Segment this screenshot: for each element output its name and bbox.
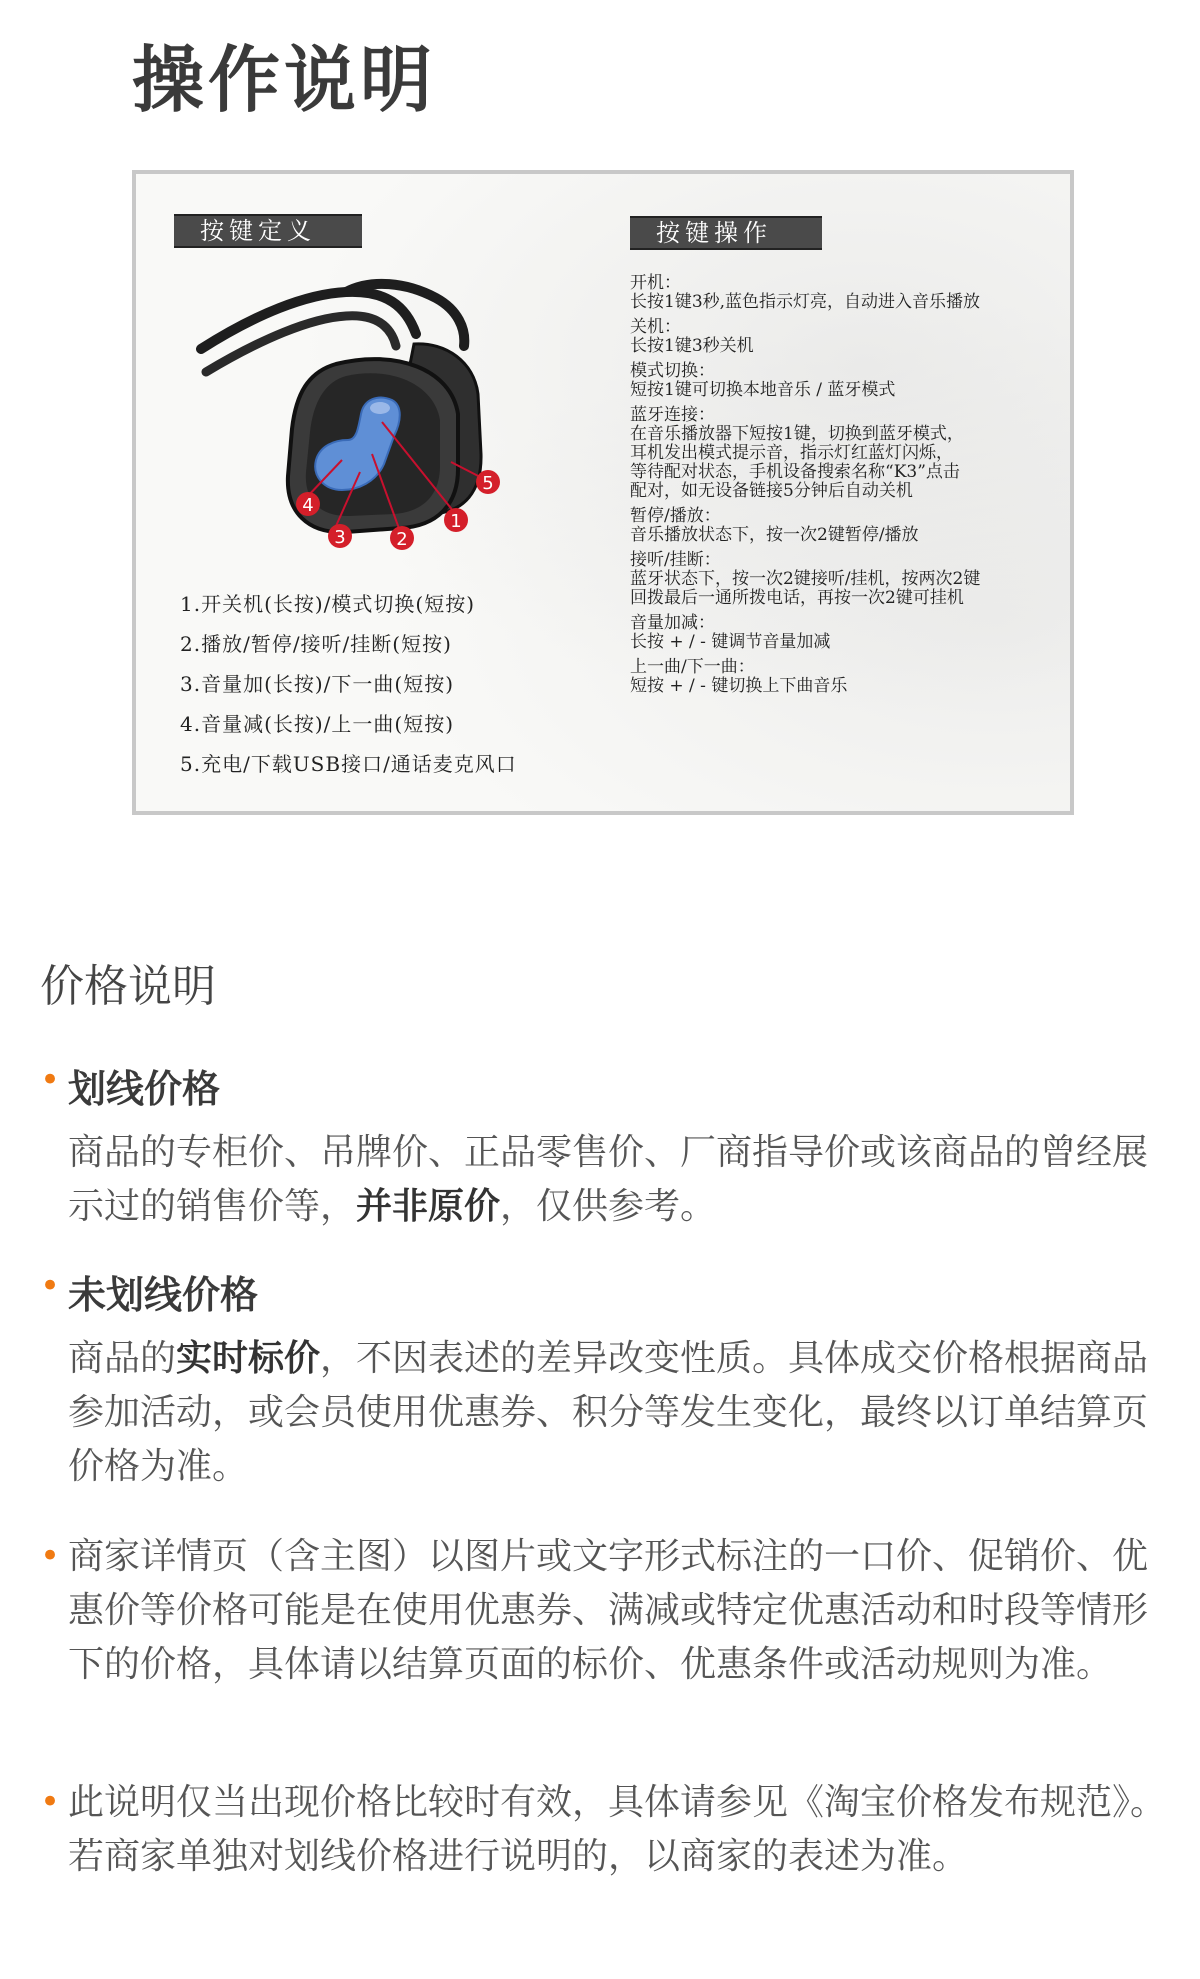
entry-body: 商品的实时标价，不因表述的差异改变性质。具体成交价格根据商品参加活动，或会员使用优惠券、积分等发生变化，最终以订单结算页价格为准。 [68,1338,1149,1487]
page-title: 操作说明 [132,38,437,122]
operation-mode-switch: 模式切换： 短按1键可切换本地音乐 / 蓝牙模式 [630,361,896,400]
entry-body: 商品的专柜价、吊牌价、正品零售价、厂商指导价或该商品的曾经展示过的销售价等，并非原价，仅供参考。 [68,1132,1149,1227]
callout-4 [296,492,320,516]
entry-title: 未划线价格 [68,1273,259,1317]
svg-text:5: 5 [482,473,494,494]
bullet-dot-icon: • [40,1536,61,1576]
svg-text:1: 1 [450,511,462,532]
headphone-illustration [196,254,616,584]
svg-text:3: 3 [334,527,346,548]
key-definition-item: 5.充电/下载USB接口/通话麦克风口 [180,752,517,776]
operation-power-on: 开机： 长按1键3秒,蓝色指示灯亮，自动进入音乐播放 [630,273,981,312]
operation-bluetooth: 蓝牙连接： 在音乐播放器下短按1键，切换到蓝牙模式， 耳机发出模式提示音，指示灯红蓝灯闪烁， 等待配对状态，手机设备搜索名称“K3”点击 配对，如无设备链接5分钟后自动关机 [630,405,964,501]
operation-play-pause: 暂停/播放： 音乐播放状态下，按一次2键暂停/播放 [630,506,919,545]
operation-answer-hangup: 接听/挂断： 蓝牙状态下，按一次2键接听/挂机，按两次2键 回拨最后一通所拨电话，再按一次2键可挂机 [630,550,981,608]
entry-body: 此说明仅当出现价格比较时有效，具体请参见《淘宝价格发布规范》。若商家单独对划线价格进行说明的，以商家的表述为准。 [68,1782,1167,1877]
entry-body: 商家详情页（含主图）以图片或文字形式标注的一口价、促销价、优惠价等价格可能是在使用优惠券、满减或特定优惠活动和时段等情形下的价格，具体请以结算页面的标价、优惠条件或活动规则为准。 [68,1536,1149,1685]
callout-1 [444,508,468,532]
svg-text:4: 4 [302,495,314,516]
callout-2 [390,526,414,550]
key-definition-list [180,584,517,784]
entry-title: 划线价格 [68,1067,221,1111]
key-operation-list [630,274,1070,702]
operation-track: 上一曲/下一曲： 短按 + / - 键切换上下曲音乐 [630,657,848,696]
manual-image [132,170,1074,815]
key-definition-item: 3.音量加(长按)/下一曲(短按) [180,672,455,696]
bullet-dot-icon: • [40,1782,61,1822]
key-definition-item: 1.开关机(长按)/模式切换(短按) [180,592,476,616]
key-definition-item: 2.播放/暂停/接听/挂断(短按) [180,632,452,656]
bullet-dot-icon: • [40,1060,61,1100]
operation-volume: 音量加减： 长按 + / - 键调节音量加减 [630,613,831,652]
bullet-dot-icon: • [40,1266,61,1306]
price-entry-strikethrough [40,1058,1160,1238]
key-operation-tag: 按键操作 [630,216,822,250]
price-entry-promo-note [40,1530,1160,1760]
callout-5 [476,470,500,494]
key-definition-tag: 按键定义 [174,214,362,248]
callout-3 [328,524,352,548]
operation-power-off: 关机： 长按1键3秒关机 [630,317,754,356]
price-entry-disclaimer [40,1776,1167,1906]
key-definition-item: 4.音量减(长按)/上一曲(短按) [180,712,455,736]
price-entry-non-strikethrough [40,1264,1160,1504]
price-section-heading: 价格说明 [40,961,216,1012]
svg-text:2: 2 [396,529,408,550]
